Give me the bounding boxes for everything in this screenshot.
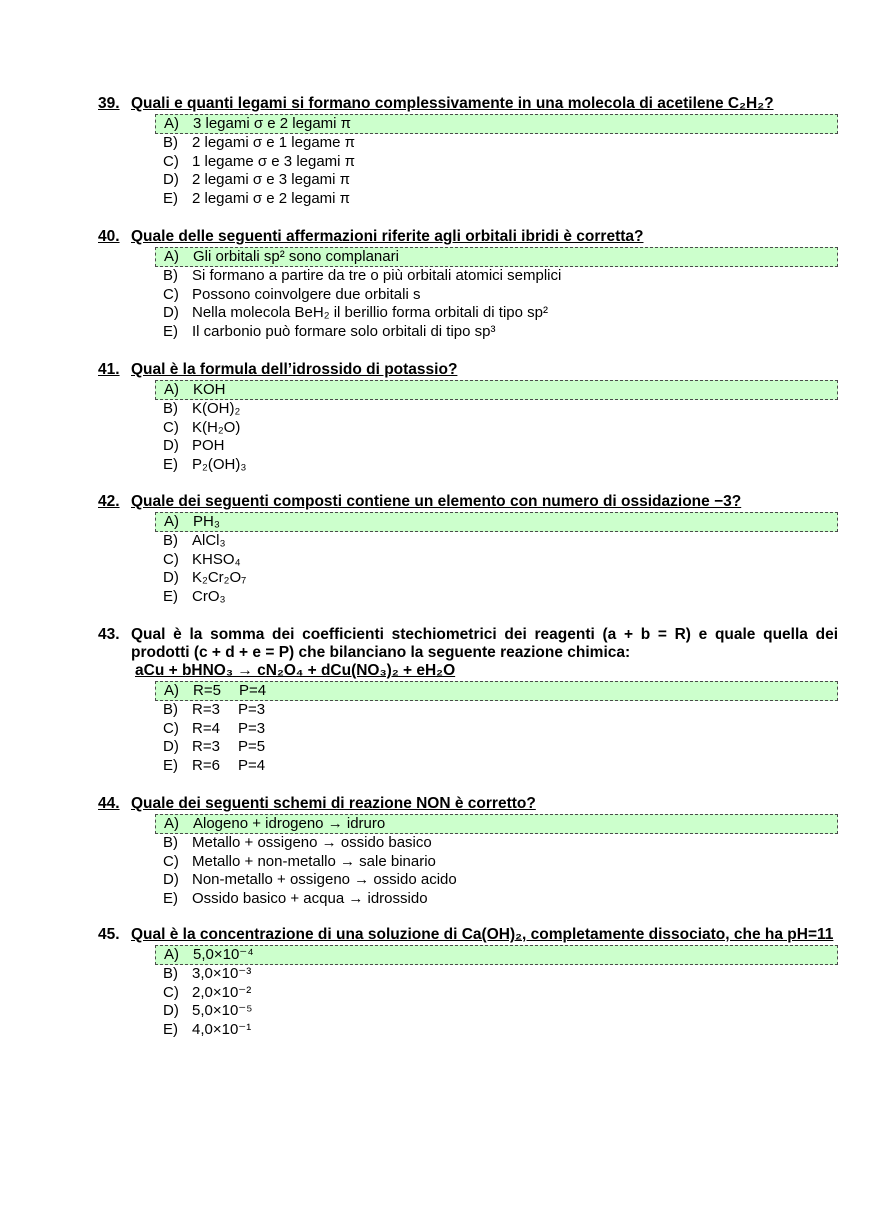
option-text: 2 legami σ e 2 legami π — [192, 189, 351, 207]
option-c[interactable] — [155, 286, 838, 305]
options-list — [155, 114, 838, 208]
option-r-value: R=6 — [192, 756, 220, 774]
option-c[interactable] — [155, 153, 838, 172]
question-44 — [98, 795, 838, 908]
option-text: Alogeno + idrogeno → idruro — [193, 815, 386, 832]
question-number: 41. — [98, 361, 120, 378]
option-p-value: P=3 — [237, 701, 266, 718]
question-title — [98, 361, 838, 379]
option-text: Il carbonio può formare solo orbitali di tipo sp³ — [192, 322, 496, 340]
option-letter: A) — [164, 248, 179, 265]
option-b[interactable] — [155, 267, 838, 286]
option-letter: D) — [163, 1002, 179, 1020]
option-e[interactable] — [155, 1021, 838, 1040]
option-c[interactable] — [155, 984, 838, 1003]
option-letter: C) — [163, 418, 179, 436]
option-letter: C) — [163, 550, 179, 568]
option-p-value: P=4 — [237, 756, 266, 774]
option-letter: C) — [163, 285, 179, 303]
option-text: Si formano a partire da tre o più orbitali atomici semplici — [192, 267, 562, 284]
question-text: Quale dei seguenti schemi di reazione NON è corretto? — [131, 795, 536, 812]
option-letter: E) — [163, 322, 178, 340]
options-list — [155, 945, 838, 1039]
option-letter: B) — [163, 267, 178, 284]
option-letter: B) — [163, 134, 178, 151]
question-41 — [98, 361, 838, 474]
option-b[interactable] — [155, 834, 838, 853]
option-letter: C) — [163, 719, 179, 737]
question-43 — [98, 626, 838, 775]
option-b[interactable] — [155, 400, 838, 419]
question-text: Quale dei seguenti composti contiene un elemento con numero di ossidazione −3? — [131, 493, 742, 510]
option-text: Metallo + ossigeno → ossido basico — [192, 834, 432, 851]
question-number: 39. — [98, 95, 120, 112]
option-b[interactable] — [155, 532, 838, 551]
question-text: Qual è la concentrazione di una soluzione di Ca(OH)₂, completamente dissociato, che ha pH=11 — [131, 926, 834, 943]
option-letter: D) — [163, 304, 179, 322]
option-text: Non-metallo + ossigeno → ossido acido — [192, 871, 457, 889]
option-letter: C) — [163, 983, 179, 1001]
option-text: 3 legami σ e 2 legami π — [193, 115, 352, 132]
question-number: 40. — [98, 228, 120, 245]
option-letter: E) — [163, 455, 178, 473]
option-p-value: P=5 — [237, 738, 266, 756]
options-list — [155, 380, 838, 474]
option-letter: E) — [163, 756, 178, 774]
option-text: KHSO₄ — [192, 550, 241, 568]
option-d[interactable] — [155, 871, 838, 890]
option-a-correct[interactable] — [155, 380, 838, 400]
option-text: POH — [192, 437, 225, 455]
options-list — [155, 247, 838, 341]
question-number: 44. — [98, 795, 120, 812]
option-letter: D) — [163, 171, 179, 189]
option-text: 5,0×10⁻⁵ — [192, 1002, 253, 1020]
option-text: 5,0×10⁻⁴ — [193, 946, 254, 963]
option-letter: B) — [163, 532, 178, 549]
options-list — [155, 681, 838, 775]
option-r-value: R=4 — [192, 719, 220, 737]
option-c[interactable] — [155, 720, 838, 739]
option-text: K(OH)₂ — [192, 400, 241, 417]
question-title — [98, 493, 838, 511]
option-e[interactable] — [155, 757, 838, 776]
option-text: Possono coinvolgere due orbitali s — [192, 285, 421, 303]
option-text: Ossido basico + acqua → idrossido — [192, 889, 428, 907]
option-text: 1 legame σ e 3 legami π — [192, 152, 356, 170]
option-e[interactable] — [155, 588, 838, 607]
question-42 — [98, 493, 838, 606]
option-text: 4,0×10⁻¹ — [192, 1020, 252, 1038]
option-letter: E) — [163, 889, 178, 907]
option-e[interactable] — [155, 323, 838, 342]
option-letter: A) — [164, 946, 179, 963]
question-title — [98, 926, 838, 944]
option-b[interactable] — [155, 134, 838, 153]
option-text: 3,0×10⁻³ — [192, 965, 252, 982]
question-number: 45. — [98, 926, 120, 943]
option-b[interactable] — [155, 965, 838, 984]
question-40 — [98, 228, 838, 341]
option-text: Metallo + non-metallo → sale binario — [192, 852, 436, 870]
question-45 — [98, 926, 838, 1039]
question-text — [131, 626, 838, 680]
option-a-correct[interactable] — [155, 945, 838, 965]
question-text: Qual è la formula dell’idrossido di potassio? — [131, 361, 458, 378]
option-e[interactable] — [155, 456, 838, 475]
option-text: PH₃ — [193, 513, 220, 530]
option-letter: E) — [163, 1020, 178, 1038]
option-letter: D) — [163, 437, 179, 455]
question-title — [98, 95, 838, 113]
option-text: 2 legami σ e 1 legame π — [192, 134, 356, 151]
option-letter: B) — [163, 965, 178, 982]
option-letter: A) — [164, 381, 179, 398]
option-letter: A) — [164, 815, 179, 832]
option-d[interactable] — [155, 171, 838, 190]
option-text: KOH — [193, 381, 226, 398]
option-c[interactable] — [155, 853, 838, 872]
option-d[interactable] — [155, 437, 838, 456]
option-text: AlCl₃ — [192, 532, 226, 549]
option-c[interactable] — [155, 419, 838, 438]
question-stem: Qual è la somma dei coefficienti stechiometrici dei reagenti (a + b = R) e quale quella dei prodotti (c + d + e = P) che bilanciano la seguente reazione chimica: — [131, 626, 838, 661]
option-r-value: R=3 — [192, 701, 220, 718]
question-title — [98, 228, 838, 246]
reaction-equation: aCu + bHNO₃ → cN₂O₄ + dCu(NO₃)₂ + eH₂O — [135, 662, 456, 679]
option-letter: D) — [163, 871, 179, 889]
question-text: Quale delle seguenti affermazioni riferite agli orbitali ibridi è corretta? — [131, 228, 644, 245]
option-text: K(H₂O) — [192, 418, 241, 436]
question-39 — [98, 95, 838, 208]
option-text: K₂Cr₂O₇ — [192, 569, 247, 587]
question-title — [98, 626, 838, 680]
option-letter: C) — [163, 852, 179, 870]
option-letter: C) — [163, 152, 179, 170]
option-e[interactable] — [155, 190, 838, 209]
option-letter: B) — [163, 701, 178, 718]
option-letter: A) — [164, 682, 179, 699]
option-letter: B) — [163, 834, 178, 851]
option-a-correct[interactable] — [155, 114, 838, 134]
option-letter: E) — [163, 189, 178, 207]
option-letter: A) — [164, 115, 179, 132]
option-text: Gli orbitali sp² sono complanari — [193, 248, 399, 265]
option-r-value: R=5 — [193, 682, 221, 699]
option-a-correct[interactable] — [155, 247, 838, 267]
option-text: Nella molecola BeH₂ il berillio forma orbitali di tipo sp² — [192, 304, 548, 322]
option-text: CrO₃ — [192, 587, 226, 605]
option-letter: D) — [163, 569, 179, 587]
option-d[interactable] — [155, 1002, 838, 1021]
option-d[interactable] — [155, 569, 838, 588]
option-letter: D) — [163, 738, 179, 756]
option-b[interactable] — [155, 701, 838, 720]
option-text: 2,0×10⁻² — [192, 983, 252, 1001]
option-letter: A) — [164, 513, 179, 530]
option-letter: B) — [163, 400, 178, 417]
options-list — [155, 512, 838, 606]
options-list — [155, 814, 838, 908]
option-a-correct[interactable] — [155, 681, 838, 701]
option-a-correct[interactable] — [155, 512, 838, 532]
option-text: 2 legami σ e 3 legami π — [192, 171, 351, 189]
question-title — [98, 795, 838, 813]
option-text: P₂(OH)₃ — [192, 455, 247, 473]
option-r-value: R=3 — [192, 738, 220, 756]
option-c[interactable] — [155, 551, 838, 570]
option-p-value: P=4 — [238, 682, 267, 699]
question-text: Quali e quanti legami si formano complessivamente in una molecola di acetilene C₂H₂? — [131, 95, 774, 112]
question-number: 42. — [98, 493, 120, 510]
option-letter: E) — [163, 587, 178, 605]
option-e[interactable] — [155, 890, 838, 909]
question-number: 43. — [98, 626, 120, 643]
option-a-correct[interactable] — [155, 814, 838, 834]
option-d[interactable] — [155, 304, 838, 323]
option-p-value: P=3 — [237, 719, 266, 737]
option-d[interactable] — [155, 738, 838, 757]
